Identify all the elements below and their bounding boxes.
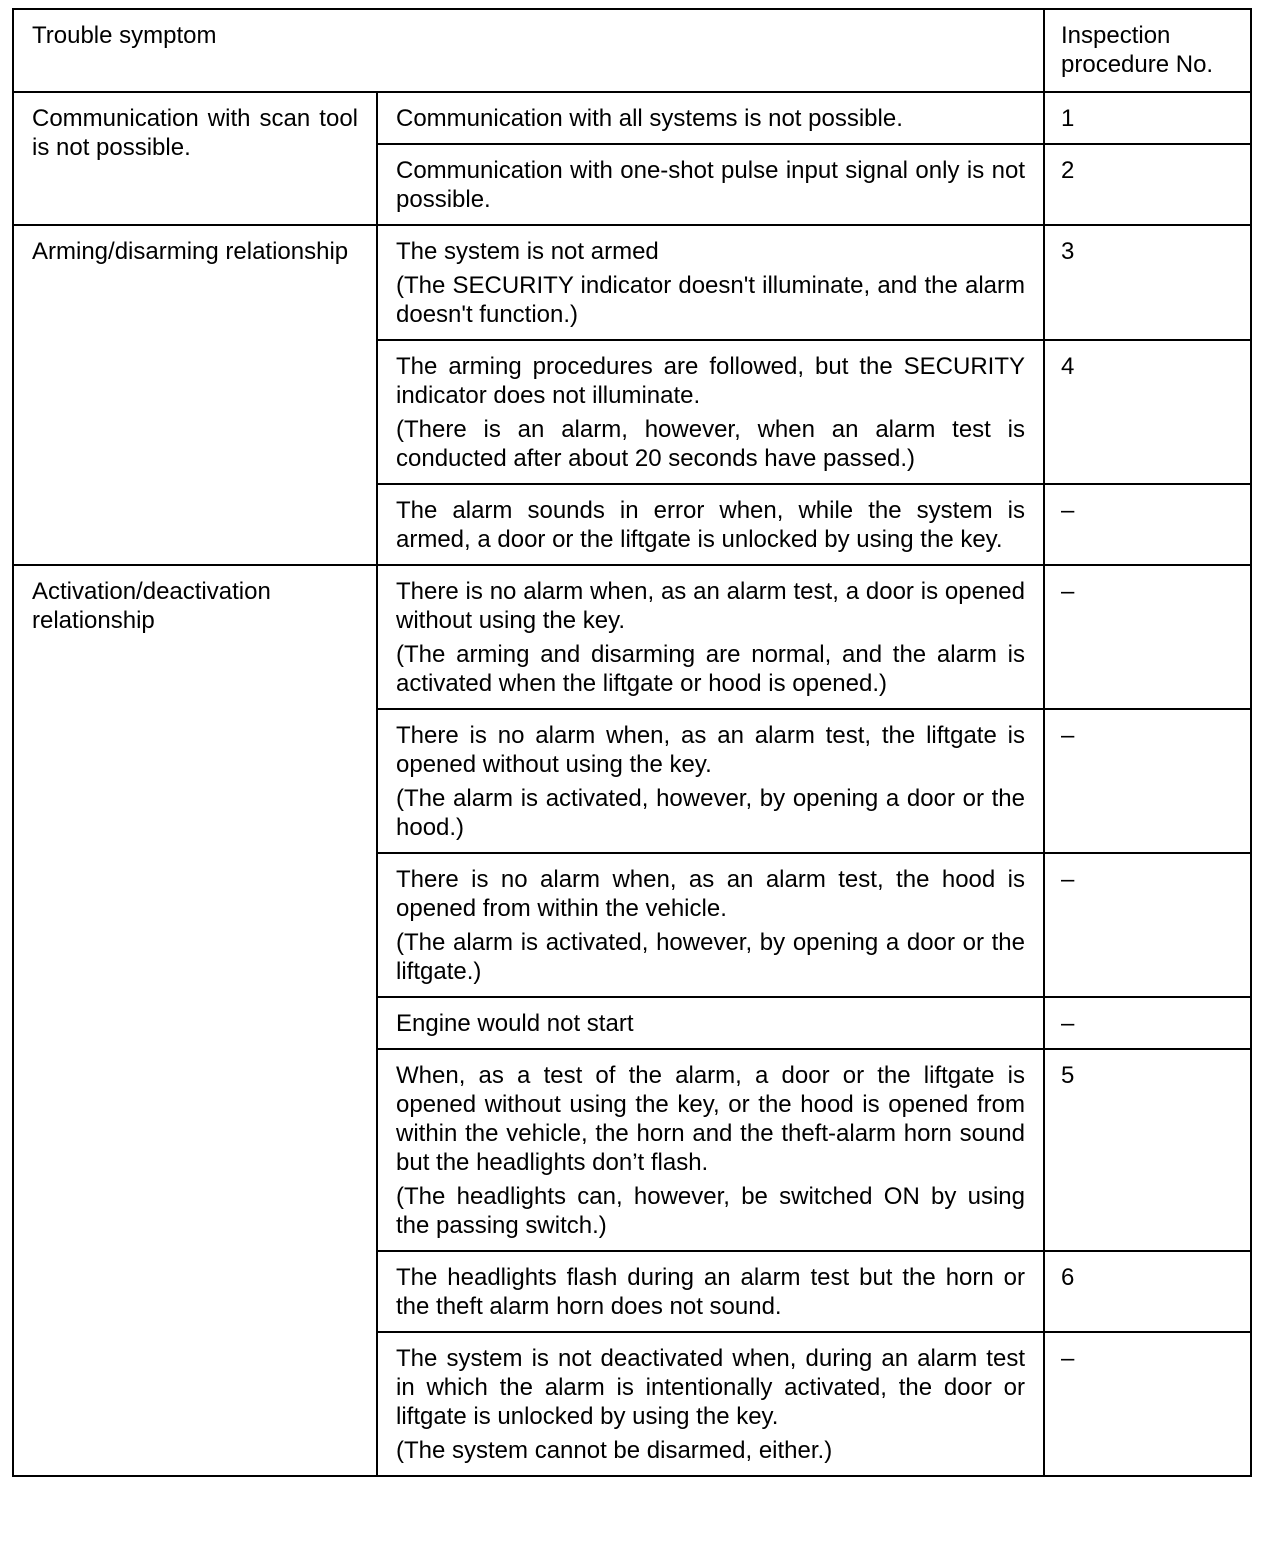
symptom-cell: There is no alarm when, as an alarm test, a door is opened without using the key. (The arming and disarming are normal, and the alarm is activated when the liftgate or hood is opened.) xyxy=(377,565,1044,709)
symptom-cell: There is no alarm when, as an alarm test, the hood is opened from within the vehicle. (The alarm is activated, however, by opening a door or the liftgate.) xyxy=(377,853,1044,997)
symptom-cell: There is no alarm when, as an alarm test, the liftgate is opened without using the key. (The alarm is activated, however, by opening a door or the hood.) xyxy=(377,709,1044,853)
symptom-cell: The headlights flash during an alarm test but the horn or the theft alarm horn does not sound. xyxy=(377,1251,1044,1332)
table-row xyxy=(13,92,1251,144)
category-cell: Arming/disarming relationship xyxy=(13,225,377,565)
symptom-cell: Engine would not start xyxy=(377,997,1044,1049)
trouble-symptom-table xyxy=(12,8,1252,1477)
header-trouble-symptom: Trouble symptom xyxy=(13,9,1044,92)
procedure-cell: – xyxy=(1044,709,1251,853)
table-row xyxy=(13,565,1251,709)
procedure-cell: – xyxy=(1044,1332,1251,1476)
procedure-cell: – xyxy=(1044,484,1251,565)
header-row xyxy=(13,9,1251,92)
symptom-cell: The alarm sounds in error when, while the system is armed, a door or the liftgate is unlocked by using the key. xyxy=(377,484,1044,565)
table-row xyxy=(13,225,1251,340)
procedure-cell: 1 xyxy=(1044,92,1251,144)
category-cell: Activation/deactivation relationship xyxy=(13,565,377,1476)
symptom-cell: When, as a test of the alarm, a door or the liftgate is opened without using the key, or the hood is opened from within the vehicle, the horn and the theft-alarm horn sound but the headlights don’t flash. (The headlights can, however, be switched ON by using the passing switch.) xyxy=(377,1049,1044,1251)
procedure-cell: 6 xyxy=(1044,1251,1251,1332)
category-cell: Communication with scan tool is not possible. xyxy=(13,92,377,225)
procedure-cell: 4 xyxy=(1044,340,1251,484)
symptom-cell: Communication with one-shot pulse input signal only is not possible. xyxy=(377,144,1044,225)
procedure-cell: 5 xyxy=(1044,1049,1251,1251)
symptom-cell: The system is not armed (The SECURITY indicator doesn't illuminate, and the alarm doesn't function.) xyxy=(377,225,1044,340)
procedure-cell: 2 xyxy=(1044,144,1251,225)
procedure-cell: 3 xyxy=(1044,225,1251,340)
symptom-cell: The system is not deactivated when, during an alarm test in which the alarm is intentionally activated, the door or liftgate is unlocked by using the key. (The system cannot be disarmed, either.) xyxy=(377,1332,1044,1476)
header-inspection-procedure: Inspection procedure No. xyxy=(1044,9,1251,92)
symptom-cell: Communication with all systems is not possible. xyxy=(377,92,1044,144)
procedure-cell: – xyxy=(1044,997,1251,1049)
procedure-cell: – xyxy=(1044,853,1251,997)
symptom-cell: The arming procedures are followed, but the SECURITY indicator does not illuminate. (There is an alarm, however, when an alarm test is conducted after about 20 seconds have passed.) xyxy=(377,340,1044,484)
procedure-cell: – xyxy=(1044,565,1251,709)
